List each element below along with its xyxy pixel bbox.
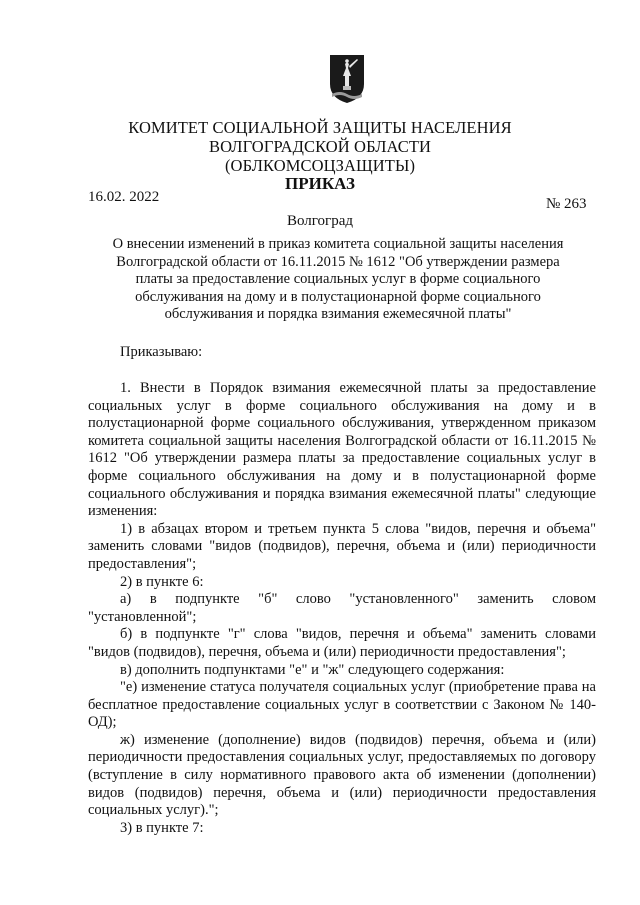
paragraph: б) в подпункте "г" слова "видов, перечня и объема" заменить словами "видов (подвидов), перечня, объема и (или) периодичности предоставления"; (88, 626, 596, 660)
order-subject: О внесении изменений в приказ комитета социальной защиты населения Волгоградской области от 16.11.2015 № 1612 "Об утверждении размера платы за предоставление социальных услуг в форме социального обслуживания на дому и в полустационарной форме социального обслуживания и порядка взимания ежемесячной платы" (112, 236, 564, 322)
order-title: ПРИКАЗ (285, 174, 355, 193)
paragraph: в) дополнить подпунктами "е" и "ж" следующего содержания: (120, 661, 505, 678)
header-organization-line2: ВОЛГОГРАДСКОЙ ОБЛАСТИ (208, 137, 432, 156)
paragraph: ж) изменение (дополнение) видов (подвидов) перечня, объема и (или) периодичности предоставления социальных услуг, предоставляемых по договору (вступление в силу нормативного правового акта об изменении (дополнении) видов (подвидов) перечня, объема и (или) периодичности предоставления социальных услуг)."; (88, 731, 596, 819)
order-number: № 263 (546, 196, 587, 212)
paragraph: а) в подпункте "б" слово "установленного" заменить словом "установленной"; (88, 591, 596, 625)
directive-word: Приказываю: (120, 344, 203, 360)
volgograd-coat-of-arms-icon (328, 54, 366, 104)
header-organization-line1: КОМИТЕТ СОЦИАЛЬНОЙ ЗАЩИТЫ НАСЕЛЕНИЯ (128, 118, 512, 137)
paragraph: "е) изменение статуса получателя социальных услуг (приобретение права на бесплатное предоставление социальных услуг в соответствии с Законом № 140-ОД); (88, 679, 596, 731)
order-body (88, 380, 596, 837)
paragraph: 1) в абзацах втором и третьем пункта 5 слова "видов, перечня и объема" заменить словами "видов (подвидов), перечня, объема и (или) периодичности предоставления"; (88, 520, 596, 572)
paragraph: 2) в пункте 6: (120, 573, 204, 590)
header-organization-line3: (ОБЛКОМСОЦЗАЩИТЫ) (224, 156, 416, 175)
order-city: Волгоград (286, 213, 353, 229)
paragraph: 1. Внести в Порядок взимания ежемесячной платы за предоставление социальных услуг в форме социального обслуживания на дому и в полустационарной форме социального обслуживания, утвержденном приказом комитета социальной защиты населения Волгоградской области от 16.11.2015 № 1612 "Об утверждении размера платы за предоставление социальных услуг в форме социального обслуживания на дому и в полустационарной форме социального обслуживания и порядка взимания ежемесячной платы" следующие изменения: (88, 380, 596, 520)
paragraph: 3) в пункте 7: (120, 819, 204, 836)
order-date: 16.02. 2022 (88, 189, 160, 205)
